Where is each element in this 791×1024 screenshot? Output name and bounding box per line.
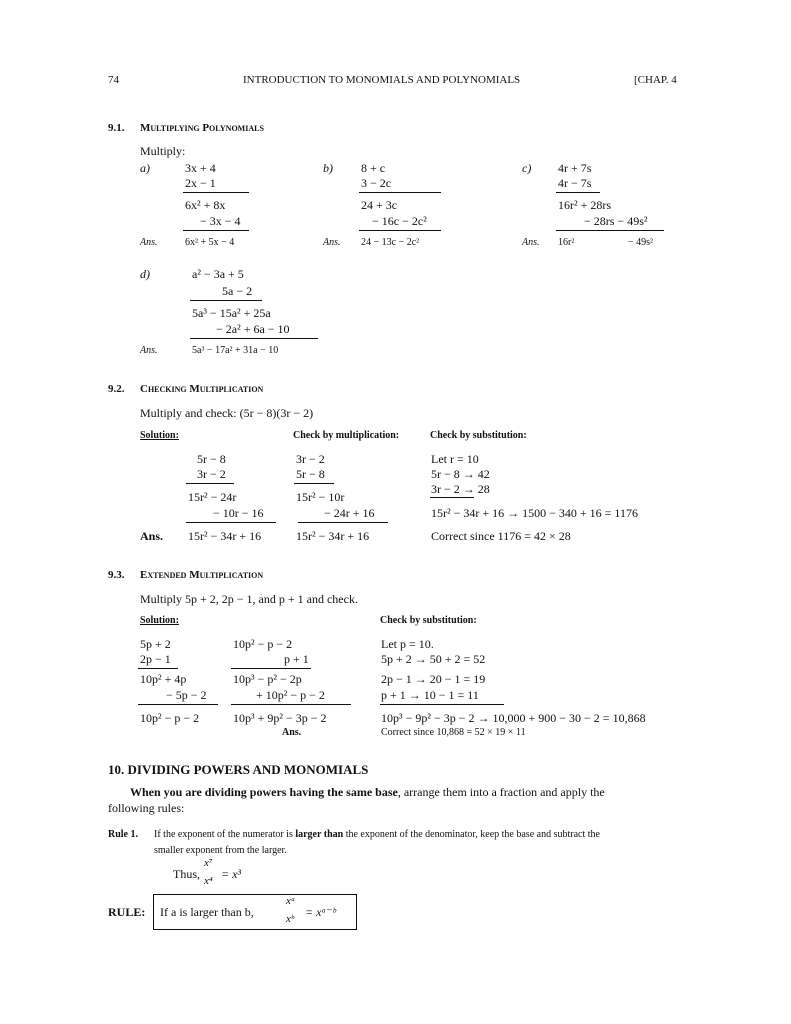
part-d-label: d) <box>140 267 150 281</box>
part-a-partial-2: − 3x − 4 <box>200 214 241 228</box>
ext-sub-line-3: p + 1 → 10 − 1 = 11 <box>381 688 479 702</box>
sub-rule <box>430 497 474 498</box>
part-c-partial-2: − 28rs − 49s² <box>584 214 648 228</box>
ext-c1-rule-1 <box>138 668 178 669</box>
rule1-text <box>154 830 600 840</box>
part-d-partial-1: 5a³ − 15a² + 25a <box>192 306 271 320</box>
rule1-text-line-2: smaller exponent from the larger. <box>154 845 287 856</box>
rule-result: = xᵃ⁻ᵇ <box>305 905 336 919</box>
part-c-result: 16r² <box>558 237 575 248</box>
mult-rule-2 <box>298 522 388 523</box>
ext-c2-partial-2: + 10p² − p − 2 <box>256 688 325 702</box>
ext-c1-partial-2: − 5p − 2 <box>166 688 207 702</box>
part-b-rule-1 <box>359 192 441 193</box>
part-a-bottom: 2x − 1 <box>185 176 216 190</box>
sol-rule-1 <box>186 483 234 484</box>
example-denominator: x⁴ <box>204 875 213 887</box>
section-10-intro-line-2: following rules: <box>108 801 185 815</box>
part-b-bottom: 3 − 2c <box>361 176 392 190</box>
check-mult-label: Check by multiplication: <box>293 430 400 441</box>
ext-c2-result: 10p³ + 9p² − 3p − 2 <box>233 711 327 725</box>
check-instruction: Multiply and check: (5r − 8)(3r − 2) <box>140 406 314 420</box>
part-c-top: 4r + 7s <box>558 161 592 175</box>
rule-box-label: RULE: <box>108 905 146 919</box>
rule1-label: Rule 1. <box>108 829 138 840</box>
mult-rule-1 <box>294 483 334 484</box>
check-sub-label: Check by substitution: <box>430 430 527 441</box>
ext-sub-line-4: 10p³ − 9p² − 3p − 2 → 10,000 + 900 − 30 − 2 = 10,868 <box>381 711 646 725</box>
sol-bottom: 3r − 2 <box>197 467 226 481</box>
section-9-3-title: Extended Multiplication <box>140 569 264 581</box>
part-b-result: 24 − 13c − 2c² <box>361 237 420 248</box>
rule1-text-b: the exponent of the denominator, keep the base and subtract the <box>343 829 600 840</box>
section-9-2-number: 9.2. <box>108 383 125 395</box>
sol-partial-1: 15r² − 24r <box>188 490 237 504</box>
part-b-top: 8 + c <box>361 161 386 175</box>
ext-check-sub-label: Check by substitution: <box>380 615 477 626</box>
intro-bold: When you are dividing powers having the same base <box>130 785 398 799</box>
sub-line-1: 5r − 8 → 42 <box>431 467 490 481</box>
ext-sub-line-1: 5p + 2 → 50 + 2 = 52 <box>381 652 486 666</box>
sub-line-2: 3r − 2 → 28 <box>431 482 490 496</box>
part-b-rule-2 <box>359 230 441 231</box>
running-title: INTRODUCTION TO MONOMIALS AND POLYNOMIALS <box>243 74 521 86</box>
chapter-label: [CHAP. 4 <box>634 74 677 86</box>
part-d-bottom: 5a − 2 <box>222 284 253 298</box>
ext-sub-let: Let p = 10. <box>381 637 434 651</box>
part-c-bottom: 4r − 7s <box>558 176 592 190</box>
mult-top: 3r − 2 <box>296 452 325 466</box>
ext-ans-label: Ans. <box>282 727 302 738</box>
example-numerator: x⁷ <box>204 857 213 869</box>
part-b-ans-label: Ans. <box>323 237 341 248</box>
part-d-rule-2 <box>190 338 318 339</box>
part-c-rule-1 <box>556 192 600 193</box>
sol-partial-2: − 10r − 16 <box>213 506 264 520</box>
part-a-top: 3x + 4 <box>185 161 216 175</box>
ext-sub-line-2: 2p − 1 → 20 − 1 = 19 <box>381 672 486 686</box>
mult-partial-2: − 24r + 16 <box>324 506 375 520</box>
ext-c2-bottom: p + 1 <box>284 652 309 666</box>
part-c-rule-2 <box>556 230 664 231</box>
part-c-label: c) <box>522 161 532 175</box>
rule-box-text: If a is larger than b, <box>160 905 254 919</box>
ext-solution-label: Solution: <box>140 615 179 626</box>
mult-partial-1: 15r² − 10r <box>296 490 345 504</box>
section-9-1-title: Multiplying Polynomials <box>140 122 264 134</box>
ext-c1-bottom: 2p − 1 <box>140 652 171 666</box>
part-b-label: b) <box>323 161 333 175</box>
sol-rule-2 <box>186 522 276 523</box>
check-ans-solution: 15r² − 34r + 16 <box>188 529 262 543</box>
ext-c2-top: 10p² − p − 2 <box>233 637 293 651</box>
part-b-partial-2: − 16c − 2c² <box>372 214 427 228</box>
section-10-heading: 10. DIVIDING POWERS AND MONOMIALS <box>108 762 369 777</box>
part-a-ans-label: Ans. <box>140 237 158 248</box>
example-result: = x³ <box>221 867 242 881</box>
part-a-partial-1: 6x² + 8x <box>185 198 226 212</box>
intro-rest: , arrange them into a fraction and apply the <box>397 785 605 799</box>
section-10-intro <box>130 786 605 798</box>
section-9-2-title: Checking Multiplication <box>140 383 264 395</box>
sol-top: 5r − 8 <box>197 452 226 466</box>
section-9-1-number: 9.1. <box>108 122 125 134</box>
solution-label: Solution: <box>140 430 179 441</box>
ext-c2-rule-2 <box>231 704 351 705</box>
check-ans-label: Ans. <box>140 529 164 543</box>
rule-numerator: xᵃ <box>286 895 296 907</box>
ext-c1-top: 5p + 2 <box>140 637 171 651</box>
mult-bottom: 5r − 8 <box>296 467 325 481</box>
sub-line-3: 15r² − 34r + 16 → 1500 − 340 + 16 = 1176 <box>431 506 638 520</box>
part-b-partial-1: 24 + 3c <box>361 198 398 212</box>
ext-c1-result: 10p² − p − 2 <box>140 711 200 725</box>
page-number: 74 <box>108 74 119 86</box>
thus-label: Thus, <box>173 867 200 881</box>
sub-let: Let r = 10 <box>431 452 479 466</box>
part-a-result: 6x² + 5x − 4 <box>185 237 235 248</box>
ext-c1-rule-2 <box>138 704 218 705</box>
check-ans-mult: 15r² − 34r + 16 <box>296 529 370 543</box>
section-9-3-number: 9.3. <box>108 569 125 581</box>
part-c-result-2: − 49s² <box>628 237 654 248</box>
part-d-rule-1 <box>190 300 262 301</box>
part-c-ans-label: Ans. <box>522 237 540 248</box>
part-d-result: 5a³ − 17a² + 31a − 10 <box>192 345 279 356</box>
multiply-instruction: Multiply: <box>140 144 186 158</box>
part-a-rule-1 <box>183 192 249 193</box>
rule1-text-bold: larger than <box>295 829 344 840</box>
check-correct: Correct since 1176 = 42 × 28 <box>431 529 571 543</box>
ext-c1-partial-1: 10p² + 4p <box>140 672 187 686</box>
part-c-partial-1: 16r² + 28rs <box>558 198 612 212</box>
rule-denominator: xᵇ <box>286 913 294 925</box>
part-d-ans-label: Ans. <box>140 345 158 356</box>
ext-sub-correct: Correct since 10,868 = 52 × 19 × 11 <box>381 727 526 738</box>
ext-c2-rule-1 <box>231 668 311 669</box>
ext-c2-partial-1: 10p³ − p² − 2p <box>233 672 302 686</box>
ext-sub-rule <box>380 704 504 705</box>
part-a-rule-2 <box>183 230 249 231</box>
part-a-label: a) <box>140 161 150 175</box>
part-d-partial-2: − 2a² + 6a − 10 <box>216 322 290 336</box>
rule1-text-a: If the exponent of the numerator is <box>154 829 296 840</box>
extended-instruction: Multiply 5p + 2, 2p − 1, and p + 1 and check. <box>140 592 358 606</box>
part-d-top: a² − 3a + 5 <box>192 267 244 281</box>
